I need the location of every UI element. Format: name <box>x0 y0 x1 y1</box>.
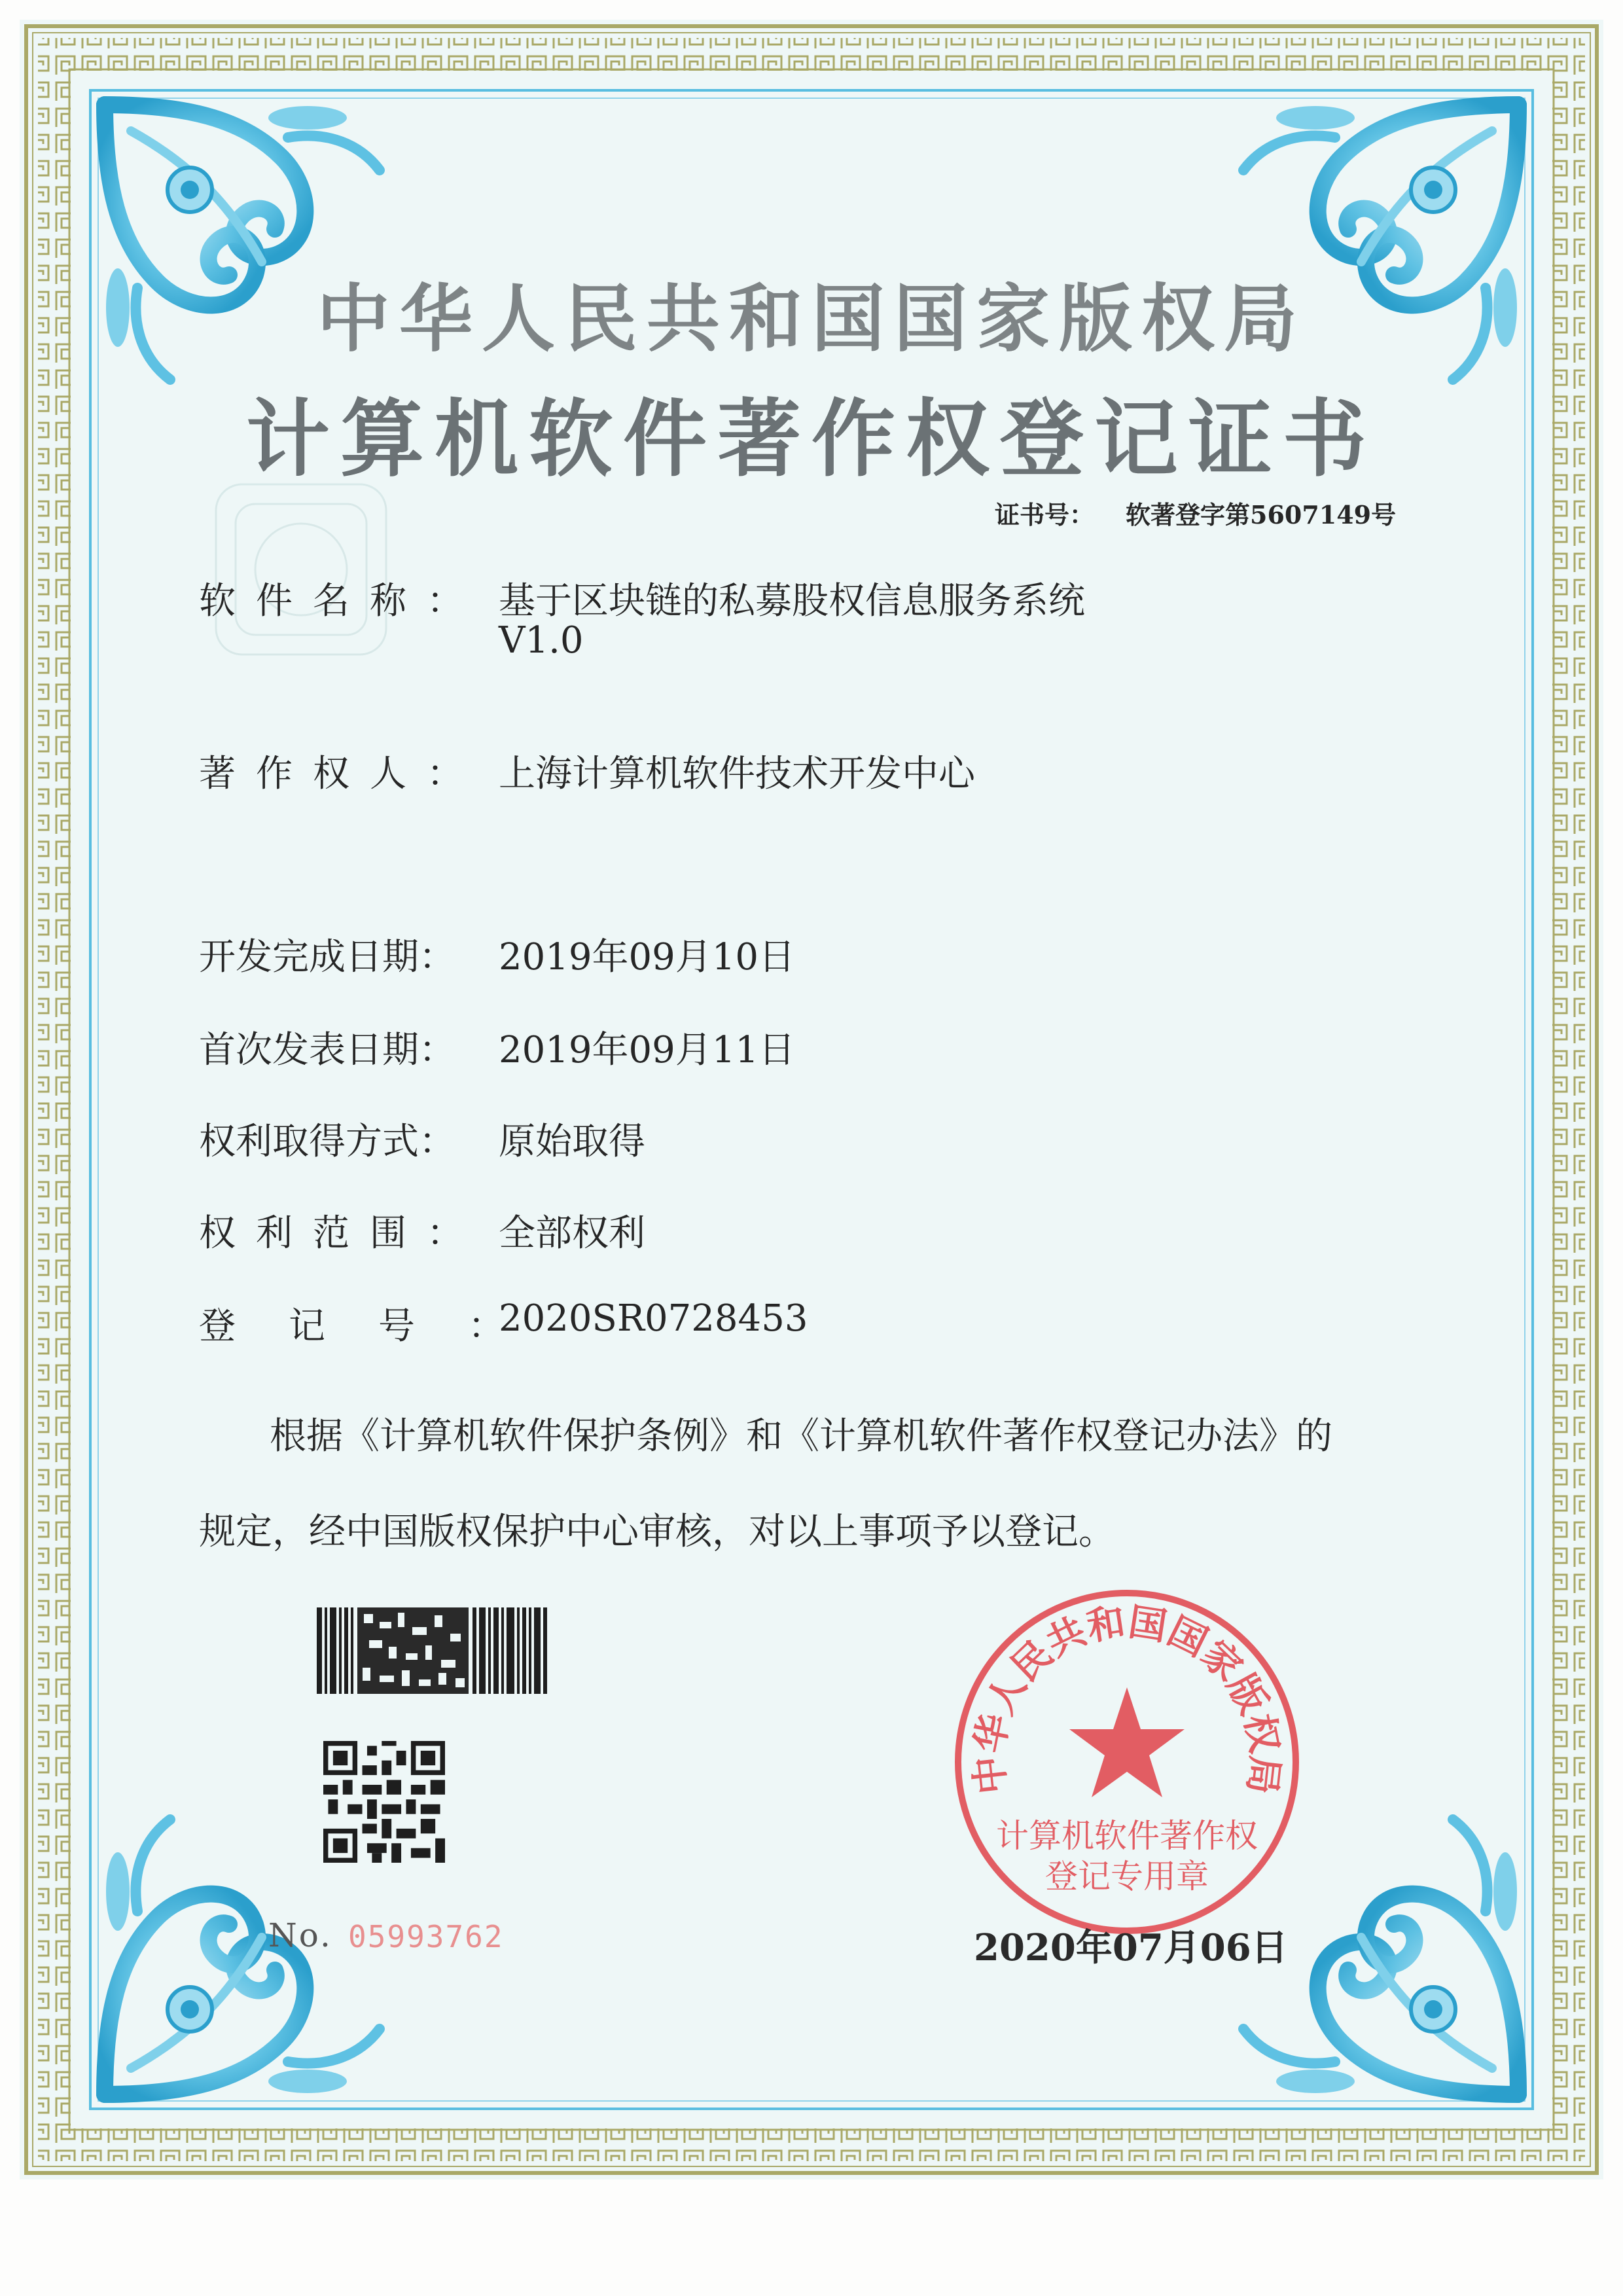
qr-code-image <box>323 1741 445 1863</box>
reg-number-label: 登记号： <box>199 1305 558 1348</box>
acquisition-value: 原始取得 <box>499 1121 645 1163</box>
seal-outer-text: 中华人民共和国国家版权局 <box>966 1599 1288 1797</box>
completion-date-value: 2019年09月10日 <box>499 936 796 978</box>
completion-date-label: 开发完成日期： <box>199 936 455 978</box>
barcode-image <box>317 1607 548 1694</box>
scope-label: 权利范围： <box>199 1212 484 1255</box>
certificate-title: 计算机软件著作权登记证书 <box>245 391 1377 488</box>
software-name-line2: V1.0 <box>499 619 584 662</box>
cert-number-value: 软著登字第5607149号 <box>1126 500 1397 529</box>
cert-number-label: 证书号： <box>995 500 1095 529</box>
publish-date-value: 2019年09月11日 <box>499 1029 796 1071</box>
publish-date-label: 首次发表日期： <box>199 1029 455 1071</box>
seal-inner-text-1: 计算机软件著作权 <box>996 1817 1258 1855</box>
software-name-label: 软件名称： <box>199 580 484 622</box>
owner-value: 上海计算机软件技术开发中心 <box>499 753 975 795</box>
issue-date: 2020年07月06日 <box>974 1926 1288 1969</box>
issuer-title: 中华人民共和国国家版权局 <box>317 277 1306 362</box>
serial-number: 05993762 <box>348 1919 504 1954</box>
statement-line-1: 根据《计算机软件保护条例》和《计算机软件著作权登记办法》的 <box>270 1415 1332 1458</box>
reg-number-value: 2020SR0728453 <box>499 1297 808 1340</box>
serial-label: No. <box>268 1916 332 1954</box>
statement-line-2: 规定，经中国版权保护中心审核，对以上事项予以登记。 <box>199 1511 1115 1553</box>
owner-label: 著作权人： <box>199 753 484 795</box>
official-seal <box>949 1584 1305 1940</box>
acquisition-label: 权利取得方式： <box>199 1121 455 1163</box>
software-name-line1: 基于区块链的私募股权信息服务系统 <box>499 580 1085 622</box>
seal-inner-text-2: 登记专用章 <box>1045 1857 1209 1895</box>
scope-value: 全部权利 <box>499 1212 645 1255</box>
